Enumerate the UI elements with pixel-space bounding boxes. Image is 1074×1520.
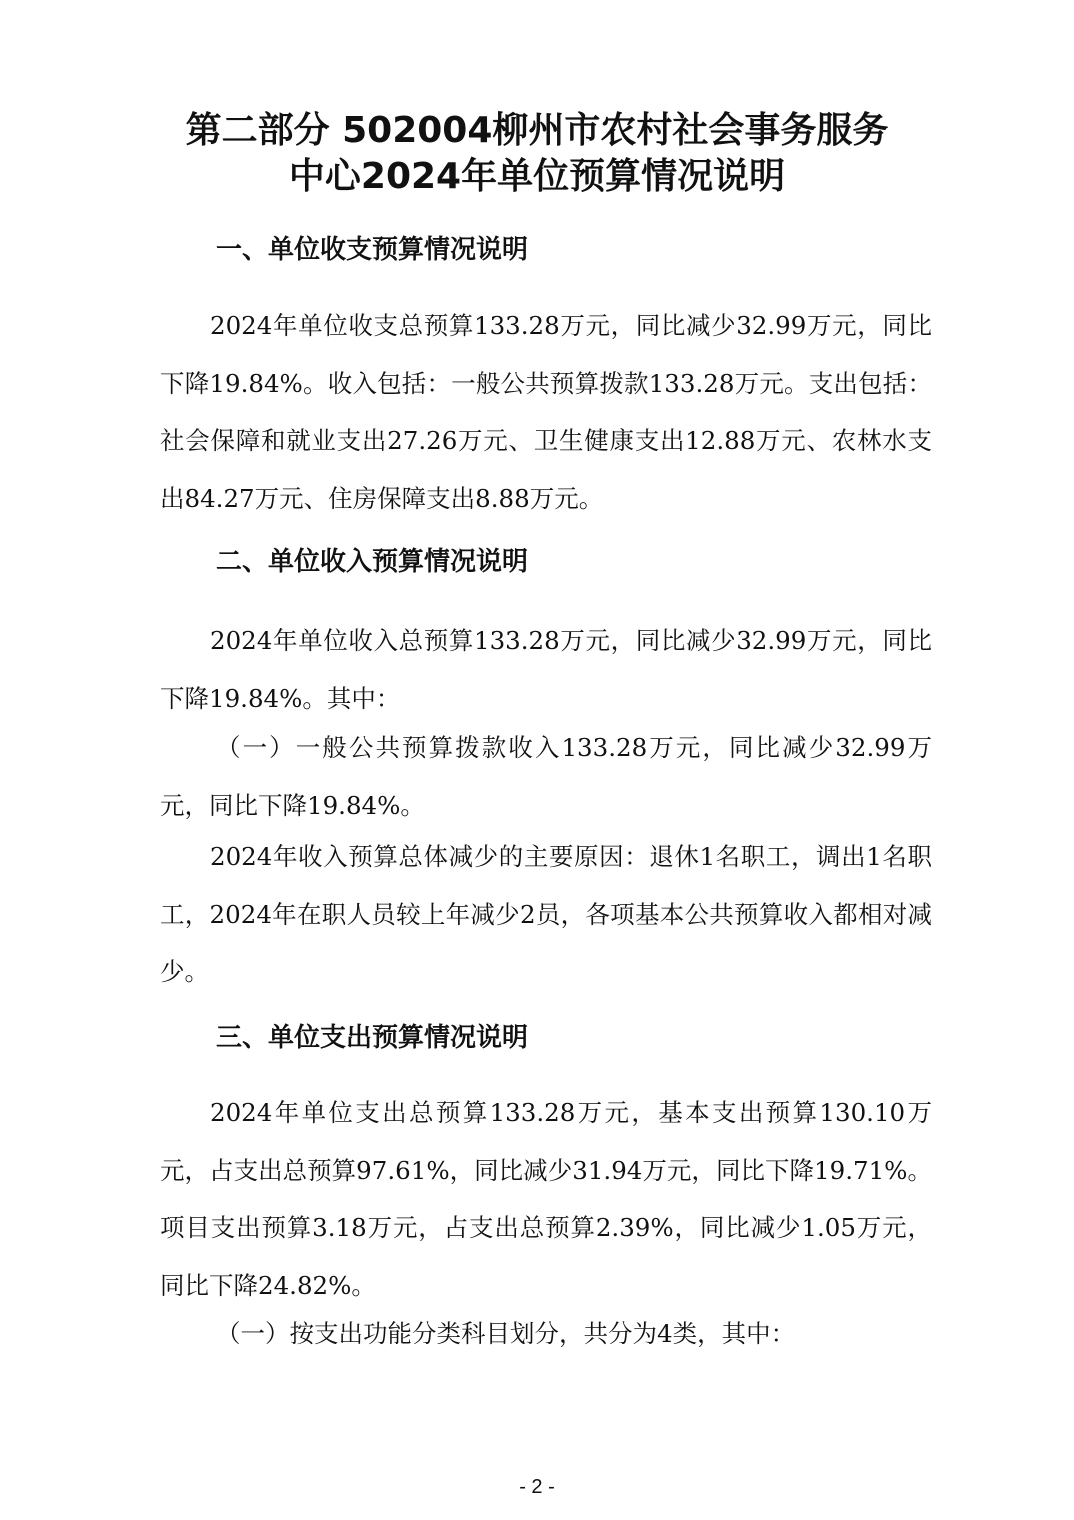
title-line-1: 第二部分 502004柳州市农村社会事务服务 bbox=[185, 110, 889, 151]
section-2-paragraph-1: 2024年单位收入总预算133.28万元，同比减少32.99万元，同比下降19.84%。其中： bbox=[160, 626, 932, 713]
section-heading-3: 三、单位支出预算情况说明 bbox=[216, 1023, 529, 1053]
section-3-paragraph-2: （一）按支出功能分类科目划分，共分为4类，其中： bbox=[216, 1319, 796, 1348]
section-3-paragraph-1: 2024年单位支出总预算133.28万元，基本支出预算130.10万元，占支出总预算97.61%，同比减少31.94万元，同比下降19.71%。项目支出预算3.18万元，占支出总预算2.39%，同比减少1.05万元，同比下降24.82%。 bbox=[160, 1098, 932, 1300]
section-2-paragraph-3: 2024年收入预算总体减少的主要原因：退休1名职工，调出1名职工，2024年在职人员较上年减少2员，各项基本公共预算收入都相对减少。 bbox=[160, 842, 932, 986]
section-heading-2: 二、单位收入预算情况说明 bbox=[216, 547, 529, 577]
section-2-paragraph-2: （一）一般公共预算拨款收入133.28万元，同比减少32.99万元，同比下降19.84%。 bbox=[160, 733, 932, 820]
page-title bbox=[60, 108, 1014, 200]
page-number: - 2 - bbox=[519, 1476, 555, 1498]
title-line-2: 中心2024年单位预算情况说明 bbox=[288, 156, 786, 197]
section-1-paragraph-1: 2024年单位收支总预算133.28万元，同比减少32.99万元，同比下降19.84%。收入包括：一般公共预算拨款133.28万元。支出包括：社会保障和就业支出27.26万元、卫生健康支出12.88万元、农林水支出84.27万元、住房保障支出8.88万元。 bbox=[160, 311, 932, 513]
section-heading-1: 一、单位收支预算情况说明 bbox=[216, 235, 529, 265]
